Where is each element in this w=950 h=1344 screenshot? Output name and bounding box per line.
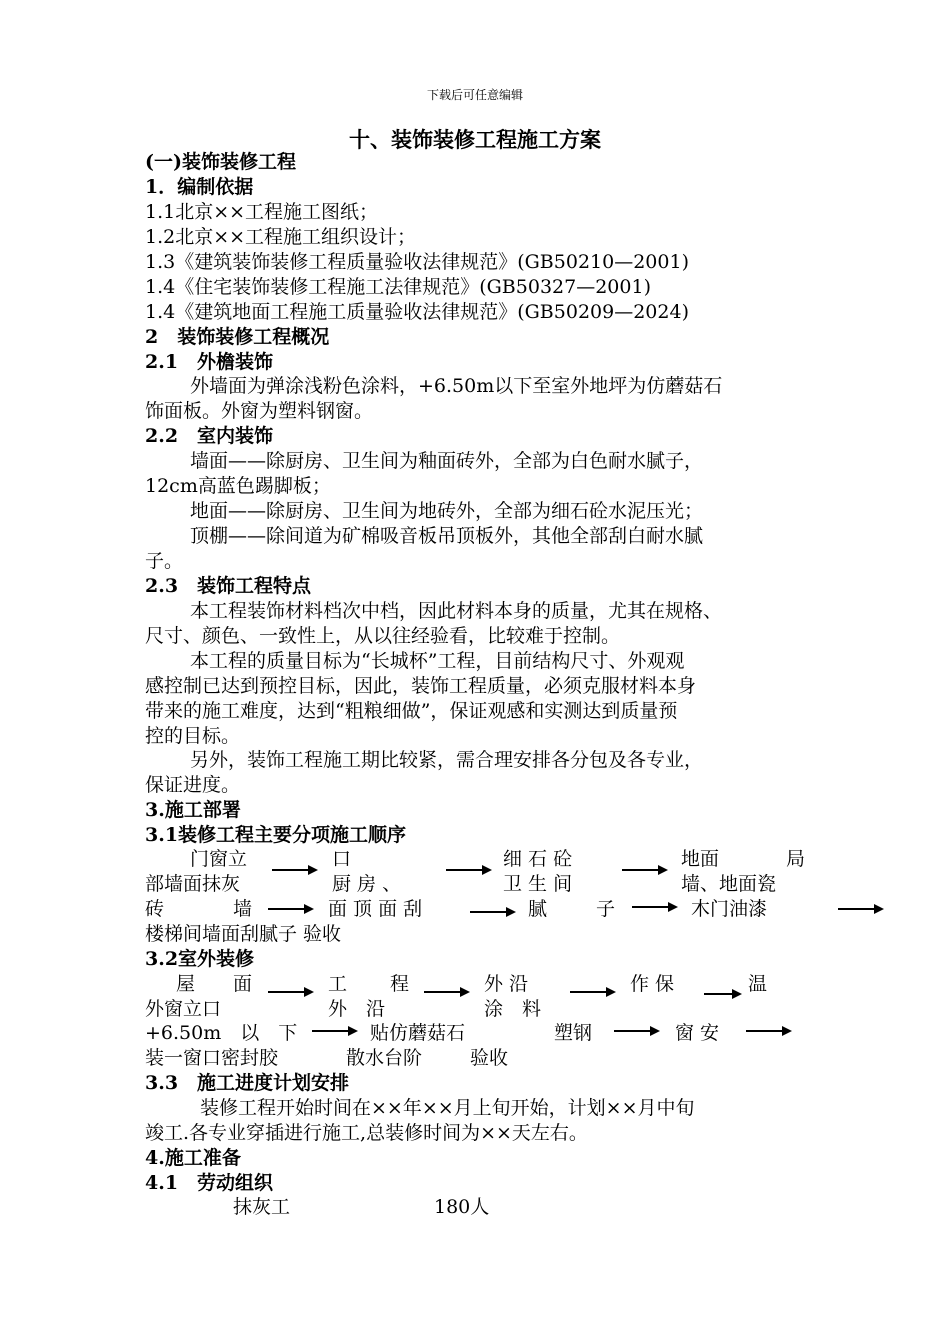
paragraph-line: 墙面——除厨房、卫生间为釉面砖外，全部为白色耐水腻子， [190, 450, 704, 472]
arrow-right-icon [424, 986, 470, 998]
flow-step: 砖 [145, 898, 165, 920]
paragraph-line: 控的目标。 [145, 725, 241, 747]
arrow-right-icon [838, 903, 884, 915]
paragraph-line: 装修工程开始时间在××年××月上旬开始，计划××月中旬 [200, 1097, 695, 1119]
labor-name: 抹灰工 [233, 1196, 291, 1218]
arrow-right-icon [704, 988, 742, 1000]
section-heading: 3.3 施工进度计划安排 [145, 1072, 350, 1094]
paragraph-line: 顶棚——除间道为矿棉吸音板吊顶板外，其他全部刮白耐水腻 [190, 525, 704, 547]
flow-step: 局 [786, 848, 806, 870]
arrow-right-icon [268, 903, 314, 915]
arrow-right-icon [622, 864, 668, 876]
flow-step: +6.50m 以 下 [145, 1022, 298, 1044]
arrow-right-icon [268, 986, 314, 998]
reference-line: 1.4《住宅装饰装修工程施工法律规范》(GB50327—2001) [145, 276, 651, 298]
flow-step: 工 [328, 973, 348, 995]
paragraph-line: 带来的施工难度，达到“粗粮细做”，保证观感和实测达到质量预 [145, 700, 678, 722]
flow-step: 楼梯间墙面刮腻子 验收 [145, 923, 342, 945]
flow-step: 贴仿蘑菇石 [370, 1022, 466, 1044]
paragraph-line: 本工程装饰材料档次中档，因此材料本身的质量，尤其在规格、 [190, 600, 723, 622]
section-heading: 3.1装修工程主要分项施工顺序 [145, 824, 407, 846]
section-heading: 2 装饰装修工程概况 [145, 326, 330, 348]
flow-step: 屋 [176, 973, 196, 995]
flow-step: 门窗立 [190, 848, 248, 870]
arrow-right-icon [446, 864, 492, 876]
labor-count: 180人 [434, 1196, 490, 1218]
flow-step: 腻 [528, 898, 548, 920]
paragraph-line: 子。 [145, 550, 184, 572]
flow-step: 厨 房 、 [332, 873, 402, 895]
arrow-right-icon [746, 1025, 792, 1037]
flow-step: 卫 生 间 [503, 873, 573, 895]
reference-line: 1.2北京××工程施工组织设计； [145, 226, 417, 248]
section-heading: 2.1 外檐装饰 [145, 351, 274, 373]
paragraph-line: 尺寸、颜色、一致性上，从以往经验看，比较难于控制。 [145, 625, 621, 647]
flow-step: 温 [748, 973, 768, 995]
section-heading: 1．编制依据 [145, 176, 254, 198]
arrow-right-icon [470, 906, 516, 918]
reference-line: 1.4《建筑地面工程施工质量验收法律规范》(GB50209—2024) [145, 301, 689, 323]
arrow-right-icon [272, 864, 318, 876]
flow-step: 地面 [681, 848, 720, 870]
flow-step: 涂 料 [484, 998, 542, 1020]
flow-step: 口 [332, 848, 352, 870]
paragraph-line: 保证进度。 [145, 774, 241, 796]
paragraph-line: 感控制已达到预控目标，因此，装饰工程质量，必须克服材料本身 [145, 675, 697, 697]
paragraph-line: 外墙面为弹涂浅粉色涂料，+6.50m以下至室外地坪为仿蘑菇石 [190, 375, 723, 397]
arrow-right-icon [570, 986, 616, 998]
section-heading: 3.施工部署 [145, 799, 241, 821]
flow-step: 子 [596, 898, 616, 920]
flow-step: 验收 [470, 1047, 509, 1069]
flow-step: 外 沿 [328, 998, 386, 1020]
reference-line: 1.3《建筑装饰装修工程质量验收法律规范》(GB50210—2001) [145, 251, 689, 273]
section-heading: 2.3 装饰工程特点 [145, 575, 312, 597]
paragraph-line: 地面——除厨房、卫生间为地砖外，全部为细石砼水泥压光； [190, 500, 704, 522]
flow-step: 部墙面抹灰 [145, 873, 241, 895]
flow-step: 塑钢 [554, 1022, 593, 1044]
page-header: 下载后可任意编辑 [426, 88, 523, 102]
arrow-right-icon [312, 1025, 358, 1037]
flow-step: 面 顶 面 刮 [328, 898, 423, 920]
paragraph-line: 饰面板。外窗为塑料钢窗。 [145, 400, 374, 422]
flow-step: 散水台阶 [346, 1047, 423, 1069]
section-heading: 3.2室外装修 [145, 948, 255, 970]
paragraph-line: 本工程的质量目标为“长城杯”工程，目前结构尺寸、外观观 [190, 650, 685, 672]
arrow-right-icon [632, 901, 678, 913]
section-heading: 4.1 劳动组织 [145, 1172, 274, 1194]
section-heading: 4.施工准备 [145, 1147, 241, 1169]
section-heading: (一)装饰装修工程 [145, 151, 296, 173]
paragraph-line: 12cm高蓝色踢脚板； [145, 475, 331, 497]
paragraph-line: 另外，装饰工程施工期比较紧，需合理安排各分包及各专业， [190, 749, 704, 771]
arrow-right-icon [614, 1025, 660, 1037]
flow-step: 面 [233, 973, 253, 995]
flow-step: 墙、地面瓷 [681, 873, 777, 895]
paragraph-line: 竣工.各专业穿插进行施工,总装修时间为××天左右。 [145, 1122, 588, 1144]
flow-step: 程 [390, 973, 410, 995]
reference-line: 1.1北京××工程施工图纸； [145, 201, 379, 223]
section-heading: 2.2 室内装饰 [145, 425, 274, 447]
flow-step: 木门油漆 [691, 898, 768, 920]
flow-step: 外 沿 [484, 973, 529, 995]
page-title: 十、装饰装修工程施工方案 [349, 127, 601, 152]
flow-step: 窗 安 [675, 1022, 720, 1044]
flow-step: 装一窗口密封胶 [145, 1047, 279, 1069]
flow-step: 细 石 砼 [503, 848, 573, 870]
flow-step: 外窗立口 [145, 998, 222, 1020]
flow-step: 墙 [233, 898, 253, 920]
flow-step: 作 保 [630, 973, 675, 995]
